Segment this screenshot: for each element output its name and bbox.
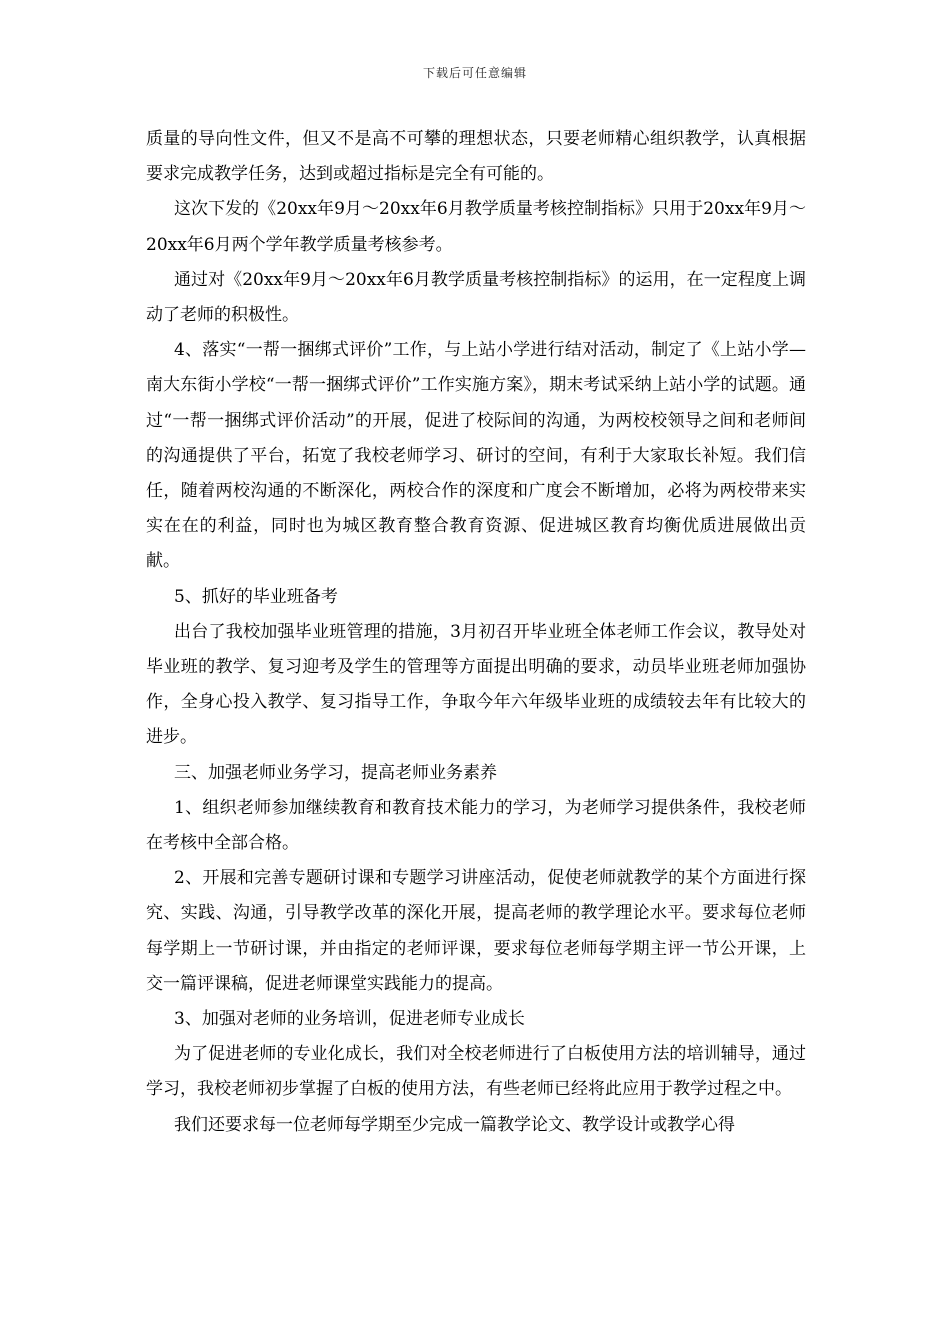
subsection-heading-3: 3、加强对老师的业务培训，促进老师专业成长: [174, 1009, 525, 1030]
section-heading-3: 三、加强老师业务学习，提高老师业务素养: [174, 762, 497, 783]
paragraph-3: 通过对《20xx年9月～20xx年6月教学质量考核控制指标》的运用，在一定程度上调动了老师的积极性。: [146, 269, 806, 326]
paragraph-8: 1、组织老师参加继续教育和教育技术能力的学习，为老师学习提供条件，我校老师在考核中全部合格。: [146, 797, 806, 854]
paragraph-2: 这次下发的《20xx年9月～20xx年6月教学质量考核控制指标》只用于20xx年9月～20xx年6月两个学年教学质量考核参考。: [146, 199, 806, 255]
paragraph-6: 出台了我校加强毕业班管理的措施，3月初召开毕业班全体老师工作会议，教导处对毕业班的教学、复习迎考及学生的管理等方面提出明确的要求，动员毕业班老师加强协作，全身心投入教学、复习指导工作，争取今年六年级毕业班的成绩较去年有比较大的进步。: [146, 621, 806, 748]
paragraph-1: 质量的导向性文件，但又不是高不可攀的理想状态，只要老师精心组织教学，认真根据要求完成教学任务，达到或超过指标是完全有可能的。: [146, 129, 806, 185]
paragraph-9: 2、开展和完善专题研讨课和专题学习讲座活动，促使老师就教学的某个方面进行探究、实践、沟通，引导教学改革的深化开展，提高老师的教学理论水平。要求每位老师每学期上一节研讨课，并由指定的老师评课，要求每位老师每学期主评一节公开课，上交一篇评课稿，促进老师课堂实践能力的提高。: [146, 868, 806, 994]
paragraph-4: 4、落实“一帮一捆绑式评价”工作，与上站小学进行结对活动，制定了《上站小学—南大东街小学校“一帮一捆绑式评价”工作实施方案》，期末考试采纳上站小学的试题。通过“一帮一捆绑式评价活动”的开展，促进了校际间的沟通，为两校校领导之间和老师间的沟通提供了平台，拓宽了我校老师学习、研讨的空间，有利于大家取长补短。我们信任，随着两校沟通的不断深化，两校合作的深度和广度会不断增加，必将为两校带来实实在在的利益，同时也为城区教育整合教育资源、促进城区教育均衡优质进展做出贡献。: [146, 340, 806, 572]
paragraph-11: 为了促进老师的专业化成长，我们对全校老师进行了白板使用方法的培训辅导，通过学习，我校老师初步掌握了白板的使用方法，有些老师已经将此应用于教学过程之中。: [146, 1044, 806, 1100]
section-heading-5: 5、抓好的毕业班备考: [174, 586, 338, 607]
document-body: [146, 122, 806, 1143]
paragraph-12: 我们还要求每一位老师每学期至少完成一篇教学论文、教学设计或教学心得: [174, 1114, 735, 1135]
page-header: 下载后可任意编辑: [422, 66, 527, 80]
